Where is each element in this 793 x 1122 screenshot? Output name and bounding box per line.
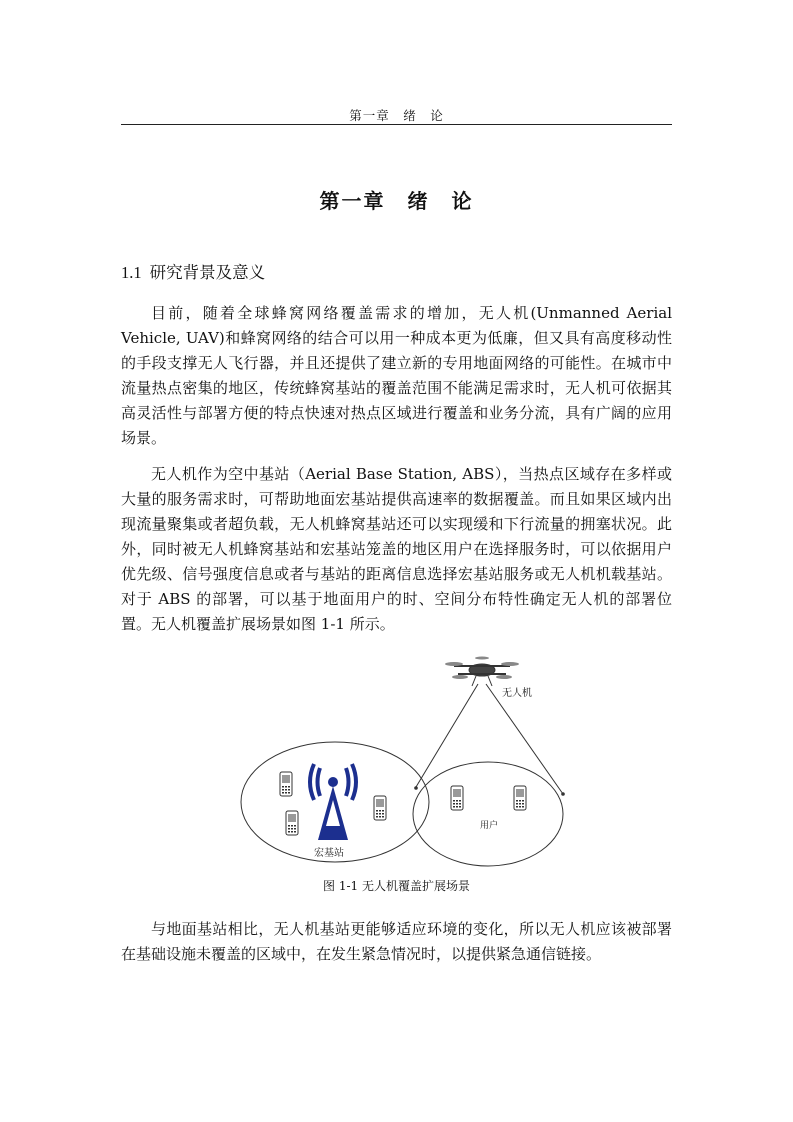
chapter-title: 第一章 绪 论: [319, 189, 474, 213]
phone-icon: [374, 796, 386, 820]
section-number: 1.1: [121, 263, 142, 282]
header-rule: [121, 124, 672, 125]
paragraph-1: 目前，随着全球蜂窝网络覆盖需求的增加，无人机(Unmanned Aerial Vehicle, UAV)和蜂窝网络的结合可以用一种成本更为低廉，但又具有高度移动性的手段支撑无人飞行器，并且还提供了建立新的专用地面网络的可能性。在城市中流量热点密集的地区，传统蜂窝基站的覆盖范围不能满足需求时，无人机可依据其高灵活性与部署方便的特点快速对热点区域进行覆盖和业务分流，具有广阔的应用场景。: [121, 304, 672, 447]
phone-icon: [514, 786, 526, 810]
section-heading: [121, 259, 265, 283]
users-label: 用户: [480, 821, 499, 831]
beam-endpoint-left: [414, 786, 418, 790]
phone-icon: [280, 772, 292, 796]
uav-beam-right: [486, 684, 563, 794]
section-title: 研究背景及意义: [149, 263, 266, 282]
figure-caption: 图 1-1 无人机覆盖扩展场景: [323, 879, 470, 893]
running-header: 第一章 绪 论: [349, 108, 444, 123]
macro-bs-label: 宏基站: [314, 848, 344, 859]
uav-label: 无人机: [502, 688, 532, 699]
uav-drone-icon: [445, 657, 519, 687]
phone-icon: [286, 811, 298, 835]
phone-icon: [451, 786, 463, 810]
figure-diagram: [240, 654, 570, 870]
uav-cell-coverage: [413, 762, 563, 866]
macro-base-station-icon: [310, 764, 356, 840]
paragraph-3: 与地面基站相比，无人机基站更能够适应环境的变化，所以无人机应该被部署在基础设施未覆盖的区域中，在发生紧急情况时，以提供紧急通信链接。: [121, 920, 672, 963]
beam-endpoint-right: [561, 792, 565, 796]
figure-uav-coverage: [240, 654, 570, 870]
uav-beam-left: [416, 684, 478, 787]
paragraph-2: 无人机作为空中基站（Aerial Base Station, ABS），当热点区域存在多样或大量的服务需求时，可帮助地面宏基站提供高速率的数据覆盖。而且如果区域内出现流量聚集或者超负载，无人机蜂窝基站还可以实现缓和下行流量的拥塞状况。此外，同时被无人机蜂窝基站和宏基站笼盖的地区用户在选择服务时，可以依据用户优先级、信号强度信息或者与基站的距离信息选择宏基站服务或无人机机载基站。对于 ABS 的部署，可以基于地面用户的时、空间分布特性确定无人机的部署位置。无人机覆盖扩展场景如图 1-1 所示。: [121, 465, 672, 633]
